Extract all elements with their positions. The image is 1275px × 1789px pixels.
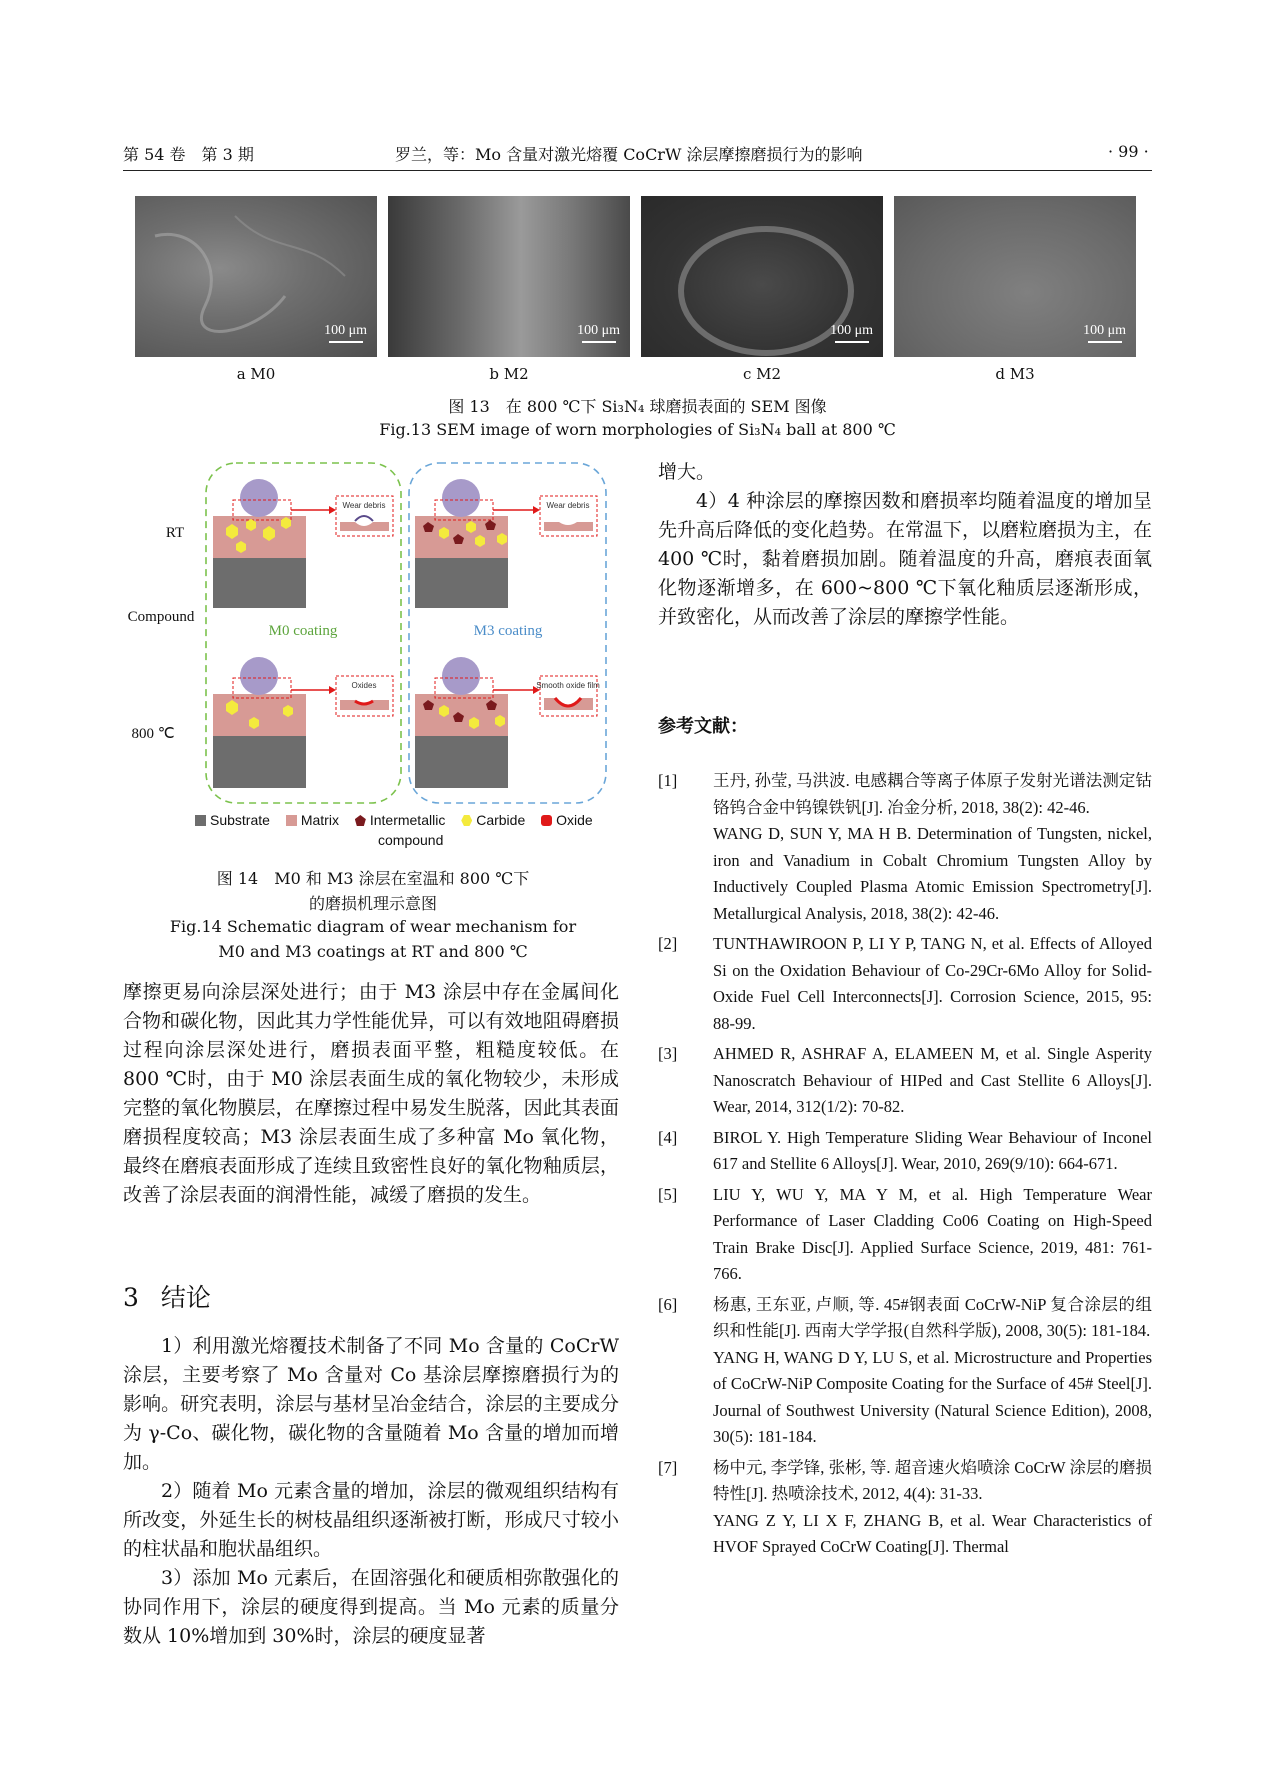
callout-wear-debris-m0: Wear debris [342, 501, 386, 510]
legend-swatch-matrix [286, 815, 297, 826]
header-rule [123, 170, 1152, 171]
fig14-caption-cn-2: 的磨损机理示意图 [308, 894, 437, 913]
fig14-caption-en-2: M0 and M3 coatings at RT and 800 ℃ [218, 942, 528, 961]
right-paragraph-2: 4）4 种涂层的摩擦因数和磨损率均随着温度的增加呈先升高后降低的变化趋势。在常温下，以磨粒磨损为主，在 400 ℃时，黏着磨损加剧。随着温度的升高，磨痕表面氧化物逐渐增多，在 600~800 ℃下氧化釉质层逐渐形成，并致密化，从而改善了涂层的摩擦学性能。 [658, 490, 1153, 628]
conclusion-2: 2）随着 Mo 元素含量的增加，涂层的微观组织结构有所改变，外延生长的树枝晶组织逐渐被打断，形成尺寸较小的柱状晶和胞状晶组织。 [123, 1480, 619, 1560]
m0-coating-label: M0 coating [268, 623, 338, 639]
scale-bar: 100 μm [1083, 323, 1126, 343]
row-label-compound: Compound [127, 609, 195, 625]
references-heading: 参考文献： [658, 716, 748, 737]
reference-5: [5] LIU Y, WU Y, MA Y M, et al. High Temperature Wear Performance of Laser Cladding Co06 Coating on High-Speed Train Brake Disc[J]. Applied Surface Science, 2019, 481: 761-766. [658, 1184, 1152, 1283]
callout-oxides: Oxides [351, 681, 377, 690]
conclusion-3: 3）添加 Mo 元素后，在固溶强化和硬质相弥散强化的协同作用下，涂层的硬度得到提高。当 Mo 元素的质量分数从 10%增加到 30%时，涂层的硬度显著 [123, 1567, 619, 1647]
fig13-caption-en: Fig.13 SEM image of worn morphologies of Si₃N₄ ball at 800 ℃ [379, 420, 896, 439]
journal-volume: 第 54 卷 第 3 期 [123, 145, 254, 164]
legend-intermetallic: Intermetallic [369, 812, 446, 828]
section-number: 3 [123, 1283, 139, 1312]
legend-oxide: Oxide [556, 812, 593, 828]
running-title: 罗兰，等：Mo 含量对激光熔覆 CoCrW 涂层摩擦磨损行为的影响 [395, 145, 863, 164]
left-body-text [123, 978, 619, 1210]
row-label-800: 800 ℃ [131, 726, 175, 742]
sublabel-d: d M3 [995, 365, 1035, 383]
row-label-rt: RT [165, 525, 185, 541]
sublabel-a: a M0 [236, 365, 276, 383]
legend-swatch-carbide [461, 815, 472, 826]
section-title: 结论 [160, 1283, 211, 1312]
sem-image-d [894, 196, 1136, 357]
reference-2: [2] TUNTHAWIROON P, LI Y P, TANG N, et al. Effects of Alloyed Si on the Oxidation Behaviour of Co-29Cr-6Mo Alloy for Solid-Oxide Fuel Cell Interconnects[J]. Corrosion Science, 2015, 95: 88-99. [658, 934, 1152, 1033]
sem-image-c [641, 196, 883, 357]
sublabel-b: b M2 [489, 365, 529, 383]
fig14-caption-cn-1: 图 14 M0 和 M3 涂层在室温和 800 ℃下 [216, 869, 530, 888]
fig14-schematic [123, 458, 623, 853]
left-paragraph: 摩擦更易向涂层深处进行；由于 M3 涂层中存在金属间化合物和碳化物，因此其力学性能优异，可以有效地阻碍磨损过程向涂层深处进行，磨损表面平整，粗糙度较低。在 800 ℃时，由于 M0 涂层表面生成的氧化物较少，未形成完整的氧化物膜层，在摩擦过程中易发生脱落，因此其表面磨损程度较高；M3 涂层表面生成了多种富 Mo 氧化物，最终在磨痕表面形成了连续且致密性良好的氧化物釉质层，改善了涂层表面的润滑性能，减缓了磨损的发生。 [123, 981, 619, 1206]
callout-wear-debris-m3: Wear debris [546, 501, 590, 510]
right-body-text [658, 458, 1152, 632]
sem-image-b [388, 196, 630, 357]
scale-bar: 100 μm [577, 323, 620, 343]
section-heading [123, 1278, 211, 1314]
reference-6: [6] 杨惠, 王东亚, 卢顺, 等. 45#钢表面 CoCrW-NiP 复合涂层的组织和性能[J]. 西南大学学报(自然科学版), 2008, 30(5): 181-184. YANG H, WANG D Y, LU S, et al. Microstructure and Properties of CoCrW-NiP Composite Coating for the Surface of 45# Steel[J]. Journal of Southwest University (Natural Science Edition), 2008, 30(5): 181-184. [658, 1294, 1152, 1446]
sem-image-a [135, 196, 377, 357]
legend-swatch-intermetallic [355, 815, 366, 826]
right-paragraph-1: 增大。 [658, 461, 716, 483]
reference-3: [3] AHMED R, ASHRAF A, ELAMEEN M, et al. Single Asperity Nanoscratch Behaviour of HIPed and Cast Stellite 6 Alloys[J]. Wear, 2014, 312(1/2): 70-82. [658, 1044, 1152, 1116]
legend-carbide: Carbide [476, 812, 526, 828]
page-number: · 99 · [1108, 142, 1149, 161]
legend-substrate: Substrate [210, 812, 270, 828]
scale-bar: 100 μm [324, 323, 367, 343]
scale-bar: 100 μm [830, 323, 873, 343]
fig13-caption-cn: 图 13 在 800 ℃下 Si₃N₄ 球磨损表面的 SEM 图像 [448, 397, 827, 416]
reference-1: [1] 王丹, 孙莹, 马洪波. 电感耦合等离子体原子发射光谱法测定钴铬钨合金中钨镍铁钒[J]. 冶金分析, 2018, 38(2): 42-46. WANG D, SUN Y, MA H B. Determination of Tungsten, nickel, iron and Vanadium in Cobalt Chromium Tungsten Alloy by Inductively Coupled Plasma Atomic Emission Spectrometry[J]. Metallurgical Analysis, 2018, 38(2): 42-46. [658, 771, 1152, 923]
callout-smooth-oxide-film: Smooth oxide film [536, 681, 600, 690]
legend-swatch-oxide [541, 815, 552, 826]
sublabel-c: c M2 [742, 365, 782, 383]
reference-4: [4] BIROL Y. High Temperature Sliding Wear Behaviour of Inconel 617 and Stellite 6 Alloys[J]. Wear, 2010, 269(9/10): 664-671. [658, 1127, 1152, 1173]
legend-compound: compound [378, 832, 444, 848]
m3-coating-label: M3 coating [473, 623, 543, 639]
reference-list [658, 768, 1152, 1565]
fig14-caption-en-1: Fig.14 Schematic diagram of wear mechanism for [169, 917, 577, 936]
conclusion-1: 1）利用激光熔覆技术制备了不同 Mo 含量的 CoCrW 涂层，主要考察了 Mo 含量对 Co 基涂层摩擦磨损行为的影响。研究表明，涂层与基材呈冶金结合，涂层的主要成分为 γ-Co、碳化物，碳化物的含量随着 Mo 含量的增加而增加。 [123, 1335, 619, 1473]
legend-matrix: Matrix [300, 812, 339, 828]
conclusions [123, 1332, 619, 1651]
fig14-legend [195, 812, 593, 828]
legend-swatch-substrate [195, 815, 206, 826]
reference-7: [7] 杨中元, 李学锋, 张彬, 等. 超音速火焰喷涂 CoCrW 涂层的磨损特性[J]. 热喷涂技术, 2012, 4(4): 31-33. YANG Z Y, LI X F, ZHANG B, et al. Wear Characteristics of HVOF Sprayed CoCrW Coating[J]. Thermal [658, 1457, 1152, 1556]
